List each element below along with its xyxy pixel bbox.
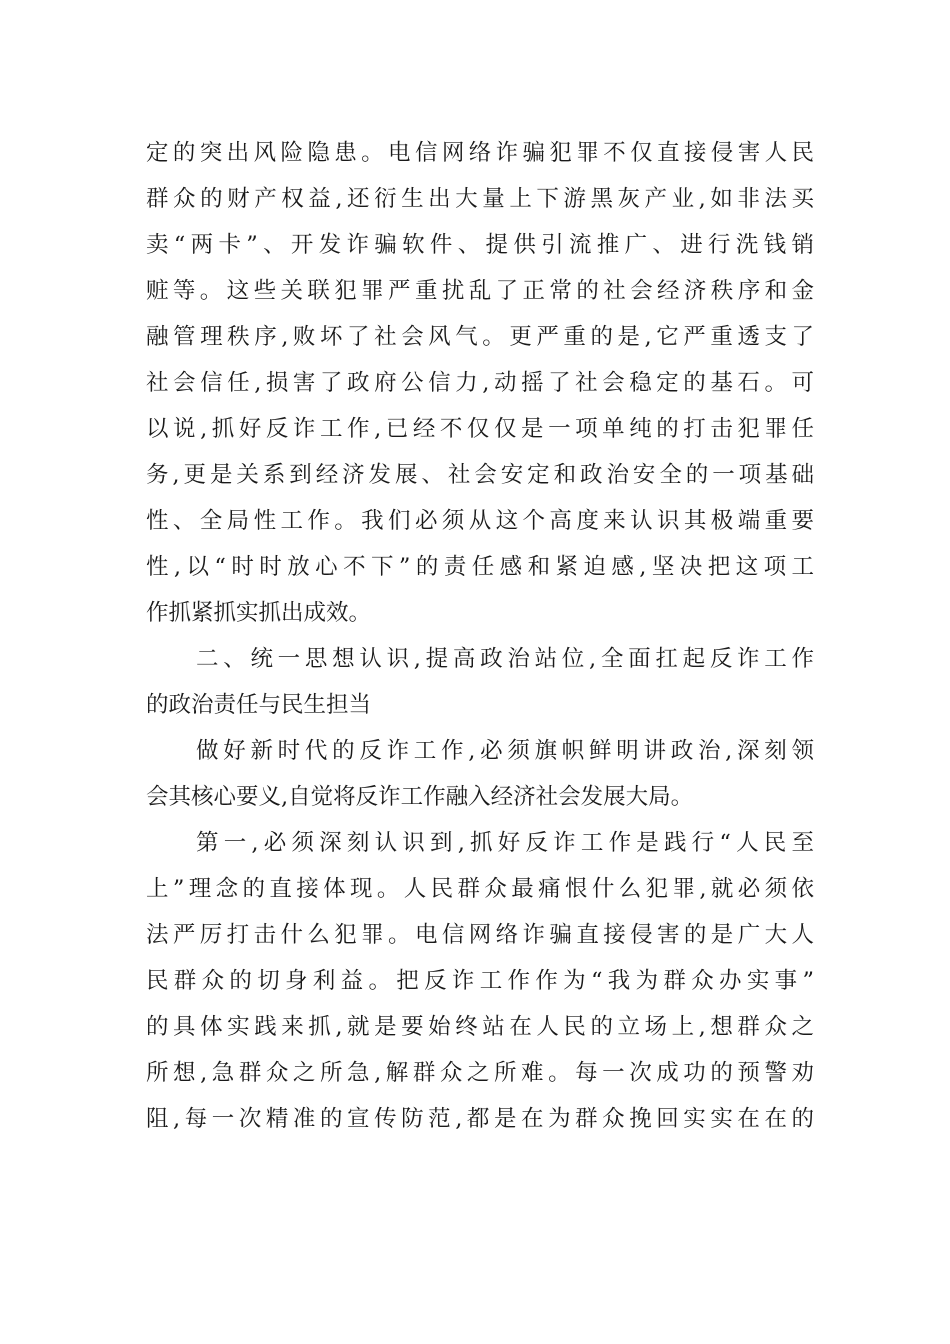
text-line: 做好新时代的反诈工作,必须旗帜鲜明讲政治,深刻领	[196, 738, 814, 764]
text-line: 性、全局性工作。我们必须从这个高度来认识其极端重要	[146, 508, 814, 534]
text-line: 所想,急群众之所急,解群众之所难。每一次成功的预警劝	[146, 1060, 814, 1086]
text-line: 作抓紧抓实抓出成效。	[146, 600, 372, 626]
text-line: 会其核心要义,自觉将反诈工作融入经济社会发展大局。	[146, 784, 694, 810]
paragraph	[146, 728, 814, 820]
text-line: 卖“两卡”、开发诈骗软件、提供引流推广、进行洗钱销	[146, 232, 814, 258]
text-line: 性,以“时时放心不下”的责任感和紧迫感,坚决把这项工	[146, 554, 814, 580]
heading-line: 二、统一思想认识,提高政治站位,全面扛起反诈工作	[196, 646, 814, 672]
text-line: 群众的财产权益,还衍生出大量上下游黑灰产业,如非法买	[146, 186, 814, 212]
paragraph	[146, 130, 814, 636]
text-line: 阻,每一次精准的宣传防范,都是在为群众挽回实实在在的	[146, 1106, 814, 1132]
text-line: 第一,必须深刻认识到,抓好反诈工作是践行“人民至	[196, 830, 814, 856]
text-line: 社会信任,损害了政府公信力,动摇了社会稳定的基石。可	[146, 370, 814, 396]
text-line: 的具体实践来抓,就是要始终站在人民的立场上,想群众之	[146, 1014, 814, 1040]
text-line: 以说,抓好反诈工作,已经不仅仅是一项单纯的打击犯罪任	[146, 416, 814, 442]
text-line: 民群众的切身利益。把反诈工作作为“我为群众办实事”	[146, 968, 814, 994]
text-line: 赃等。这些关联犯罪严重扰乱了正常的社会经济秩序和金	[146, 278, 814, 304]
text-line: 上”理念的直接体现。人民群众最痛恨什么犯罪,就必须依	[146, 876, 814, 902]
document-page	[146, 130, 814, 1142]
paragraph	[146, 820, 814, 1142]
heading-line: 的政治责任与民生担当	[146, 692, 372, 718]
text-line: 定的突出风险隐患。电信网络诈骗犯罪不仅直接侵害人民	[146, 140, 814, 166]
text-line: 务,更是关系到经济发展、社会安定和政治安全的一项基础	[146, 462, 814, 488]
text-line: 法严厉打击什么犯罪。电信网络诈骗直接侵害的是广大人	[146, 922, 814, 948]
text-line: 融管理秩序,败坏了社会风气。更严重的是,它严重透支了	[146, 324, 814, 350]
section-heading	[146, 636, 814, 728]
